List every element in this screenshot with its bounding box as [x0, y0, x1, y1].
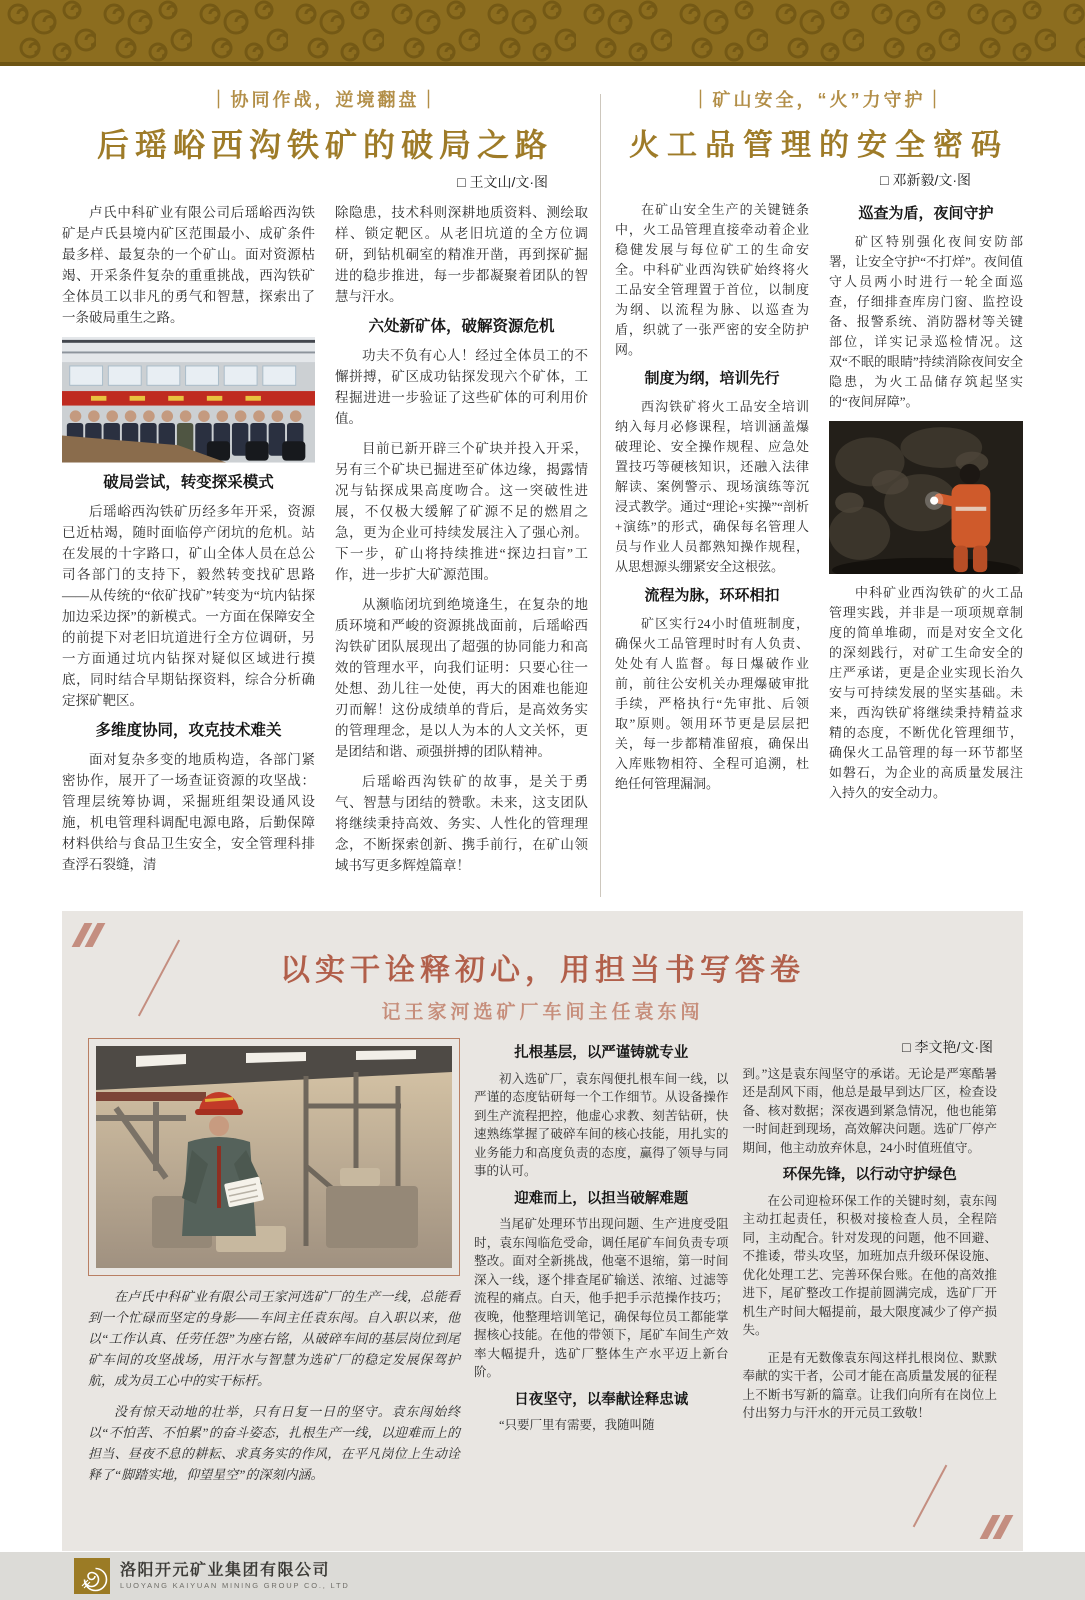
paragraph: 后瑶峪西沟铁矿的故事，是关于勇气、智慧与团结的赞歌。未来，这支团队将继续秉持高效、务实、人性化的管理理念，不断探索创新、携手前行，在矿山领域书写更多辉煌篇章！ [335, 774, 588, 873]
subhead: 破局尝试，转变探采模式 [103, 473, 274, 491]
subhead: 巡查为盾，夜间守护 [858, 205, 994, 222]
paragraph: 西沟铁矿将火工品安全培训纳入每月必修课程，培训涵盖爆破理论、安全操作规程、应急处置技巧等硬核知识，还融入法律解读、案例警示、现场演练等沉浸式教学。通过“理论+实操”“剖析+演练”的形式，确保每名管理人员与作业人员都熟知操作规程，从思想源头绷紧安全这根弦。 [615, 399, 809, 574]
paragraph: 没有惊天动地的壮举，只有日复一日的坚守。袁东闯始终以“不怕苦、不怕累”的奋斗姿态，扎根生产一线，以迎难而上的担当、昼夜不息的耕耘、求真务实的作风，在平凡岗位上生动诠释了“脚踏实地，仰望星空”的深刻内涵。 [88, 1404, 460, 1482]
footer [0, 1552, 1085, 1600]
paragraph: 面对复杂多变的地质构造，各部门紧密协作，展开了一场查证资源的攻坚战：管理层统筹协调，采掘班组架设通风设施，机电管理科调配电源电路，后勤保障材料供给与食品卫生安全，安全管理科排查浮石裂缝，清 [62, 751, 315, 872]
company-name-cn: 洛阳开元矿业集团有限公司 [120, 1561, 331, 1579]
article-column-2 [335, 202, 588, 885]
paragraph: 后瑶峪西沟铁矿历经多年开采，资源已近枯竭，随时面临停产闭坑的危机。站在发展的十字路口，矿山全体人员在总公司各部门的支持下，毅然转变找矿思路——从传统的“依矿找矿”转变为“坑内钻探加边采边探”的新模式。一方面在保障安全的前提下对老旧坑道进行全方位调研，另一方面通过坑内钻探对疑似区域进行摸底，同时结合早期钻探资料，综合分析确定探矿靶区。 [62, 503, 315, 708]
feature-column-2 [474, 1038, 729, 1495]
masthead-cloud-ornament [0, 0, 1085, 66]
paragraph: 初入选矿厂，袁东闯便扎根车间一线，以严谨的态度钻研每一个工作细节。从设备操作到生产流程把控，他虚心求教、刻苦钻研，快速熟练掌握了破碎车间的核心技能，用扎实的业务能力和高度负责的态度，赢得了领导与同事的认可。 [474, 1071, 729, 1178]
paragraph: 当尾矿处理环节出现问题、生产进度受阻时，袁东闯临危受命，调任尾矿车间负责专项整改。面对全新挑战，他毫不退缩，第一时间深入一线，逐个排查尾矿输送、浓缩、过滤等流程的痛点。白天，他手把手示范操作技巧；夜晚，他整理培训笔记，确保每位员工都能掌握核心技能。在他的带领下，尾矿车间生产效率大幅提升，选矿厂整体生产水平迈上新台阶。 [474, 1217, 729, 1379]
quote-decoration-top-left [78, 923, 99, 947]
company-name-en: LUOYANG KAIYUAN MINING GROUP CO., LTD [120, 1581, 350, 1591]
paragraph: 从濒临闭坑到绝境逢生，在复杂的地质环境和严峻的资源挑战面前，后瑶峪西沟铁矿团队展现出了超强的协同能力和高效的管理水平，向我们证明：只要心往一处想、劲儿往一处使，再大的困难也能迎刃而解！这份成绩单的背后，是高效务实的管理理念，是以人为本的人文关怀，更是团结和谐、顽强拼搏的团队精神。 [335, 597, 588, 759]
subhead: 六处新矿体，破解资源危机 [368, 318, 555, 335]
article-mine-breakthrough [62, 86, 600, 911]
subhead: 迎难而上，以担当破解难题 [514, 1190, 689, 1207]
article-kicker: ｜协同作战，逆境翻盘｜ [209, 90, 441, 110]
paragraph: 矿区实行24小时值班制度，确保火工品管理时时有人负责、处处有人监督。每日爆破作业前，前往公安机关办理爆破审批手续，严格执行“先审批、后领取”原则。领用环节更是层层把关，每一步都精准留痕，确保出入库账物相符、全程可追溯，杜绝任何管理漏洞。 [615, 616, 809, 791]
paragraph: 正是有无数像袁东闯这样扎根岗位、默默奉献的实干者，公司才能在高质量发展的征程上不断书写新的篇章。让我们向所有在岗位上付出努力与汗水的开元员工致敬！ [742, 1350, 997, 1420]
subhead: 多维度协同，攻克技术难关 [95, 721, 282, 739]
feature-byline: □ 李文艳/文·图 [902, 1039, 993, 1055]
paragraph: 在卢氏中科矿业有限公司王家河选矿厂的生产一线，总能看到一个忙碌而坚定的身影——车间主任袁东闯。自入职以来，他以“工作认真、任劳任怨”为座右铭，从破碎车间的基层岗位到尾矿车间的攻坚战场，用汗水与智慧为选矿厂的稳定发展保驾护航，成为员工心中的实干标杆。 [88, 1289, 460, 1388]
top-articles-section [0, 66, 1085, 911]
cloud-pattern-icon [0, 0, 1085, 66]
feature-subtitle: 记王家河选矿厂车间主任袁东闯 [381, 1002, 704, 1023]
paragraph: 卢氏中科矿业有限公司后瑶峪西沟铁矿是卢氏县境内矿区范围最小、成矿条件最多样、最复杂的一个矿山。面对资源枯竭、开采条件复杂的重重挑战，西沟铁矿全体员工以非凡的勇气和智慧，探索出了一条破局重生之路。 [62, 205, 315, 325]
workshop-director-photo [88, 1038, 460, 1276]
quote-decoration-bottom-right [986, 1515, 1007, 1539]
paragraph: 目前已新开辟三个矿块并投入开采，另有三个矿块已掘进至矿体边缘，揭露情况与钻探成果高度吻合。这一突破性进展，不仅极大缓解了矿源不足的燃眉之急，更为企业可持续发展注入了强心剂。下一步，矿山将持续推进“探边扫盲”工作，进一步扩大矿源范围。 [335, 441, 588, 582]
subhead: 日夜坚守，以奉献诠释忠诚 [514, 1391, 689, 1408]
article-kicker: ｜矿山安全，“火”力守护｜ [691, 90, 947, 110]
article-byline: □ 邓新毅/文·图 [880, 172, 971, 188]
subhead: 环保先锋，以行动守护绿色 [782, 1167, 957, 1183]
feature-panel [62, 911, 1023, 1551]
company-logo-icon [74, 1558, 110, 1594]
paragraph: 除隐患，技术科则深耕地质资料、测绘取样、锁定靶区。从老旧坑道的全方位调研，到钻机硐室的精准开凿，再到探矿掘进的稳步推进，每一步都凝聚着团队的智慧与汗水。 [335, 205, 588, 304]
article-column-2 [829, 200, 1023, 812]
paragraph: “只要厂里有需要，我随叫随 [499, 1418, 655, 1432]
article-byline: □ 王文山/文·图 [457, 174, 548, 190]
night-inspection-photo [829, 421, 1023, 574]
paragraph: 功夫不负有心人！经过全体员工的不懈拼搏，矿区成功钻探发现六个矿体，工程掘进进一步验证了这些矿体的可利用价值。 [335, 348, 588, 426]
article-explosives-safety [601, 86, 1023, 911]
article-column-1 [615, 200, 809, 812]
subhead: 制度为纲，培训先行 [644, 370, 780, 387]
paragraph: 在矿山安全生产的关键链条中，火工品管理直接牵动着企业稳健发展与每位矿工的生命安全。中科矿业西沟铁矿始终将火工品安全管理置于首位，以制度为纲、以流程为脉、以巡查为盾，织就了一张严密的安全防护网。 [615, 202, 809, 357]
subhead: 流程为脉，环环相扣 [644, 587, 780, 604]
paragraph: 在公司迎检环保工作的关键时刻，袁东闯主动扛起责任，积极对接检查人员，全程陪同，主动配合。针对发现的问题，他不回避、不推诿，带头攻坚，加班加点升级环保设施、优化处理工艺、完善环保台账。在他的高效推进下，尾矿整改工作提前圆满完成，选矿厂开机生产时间大幅提前，最大限度减少了停产损失。 [742, 1193, 997, 1337]
paragraph: 矿区特别强化夜间安防部署，让安全守护“不打烊”。夜间值守人员两小时进行一轮全面巡查，仔细排查库房门窗、监控设备、报警系统、消防器材等关键部位，详实记录巡检情况。这双“不眠的眼睛”持续消除夜间安全隐患，为火工品储存筑起坚实的“夜间屏障”。 [829, 234, 1023, 409]
article-column-1 [62, 202, 315, 885]
paragraph: 到。”这是袁东闯坚守的承诺。无论是严寒酷暑还是刮风下雨，他总是最早到达厂区，检查设备、核对数据；深夜遇到紧急情况，他也能第一时间赶到现场，高效解决问题。选矿厂停产期间，他主动放弃休息，24小时值班值守。 [742, 1066, 997, 1155]
feature-column-1 [88, 1038, 460, 1495]
paragraph: 中科矿业西沟铁矿的火工品管理实践，并非是一项项规章制度的简单堆砌，而是对安全文化的深刻践行，对矿工生命安全的庄严承诺，更是企业实现长治久安与可持续发展的坚实基础。未来，西沟铁矿将继续秉持精益求精的态度，不断优化管理细节，确保火工品管理的每一环节都坚如磐石，为企业的高质量发展注入持久的安全动力。 [829, 585, 1023, 801]
subhead: 扎根基层，以严谨铸就专业 [514, 1045, 689, 1061]
article-headline: 火工品管理的安全密码 [629, 129, 1009, 162]
group-photo-meeting-room [62, 337, 315, 463]
feature-title: 以实干诠释初心，用担当书写答卷 [280, 954, 805, 987]
feature-column-3 [743, 1038, 998, 1495]
article-headline: 后瑶峪西沟铁矿的破局之路 [96, 127, 553, 163]
